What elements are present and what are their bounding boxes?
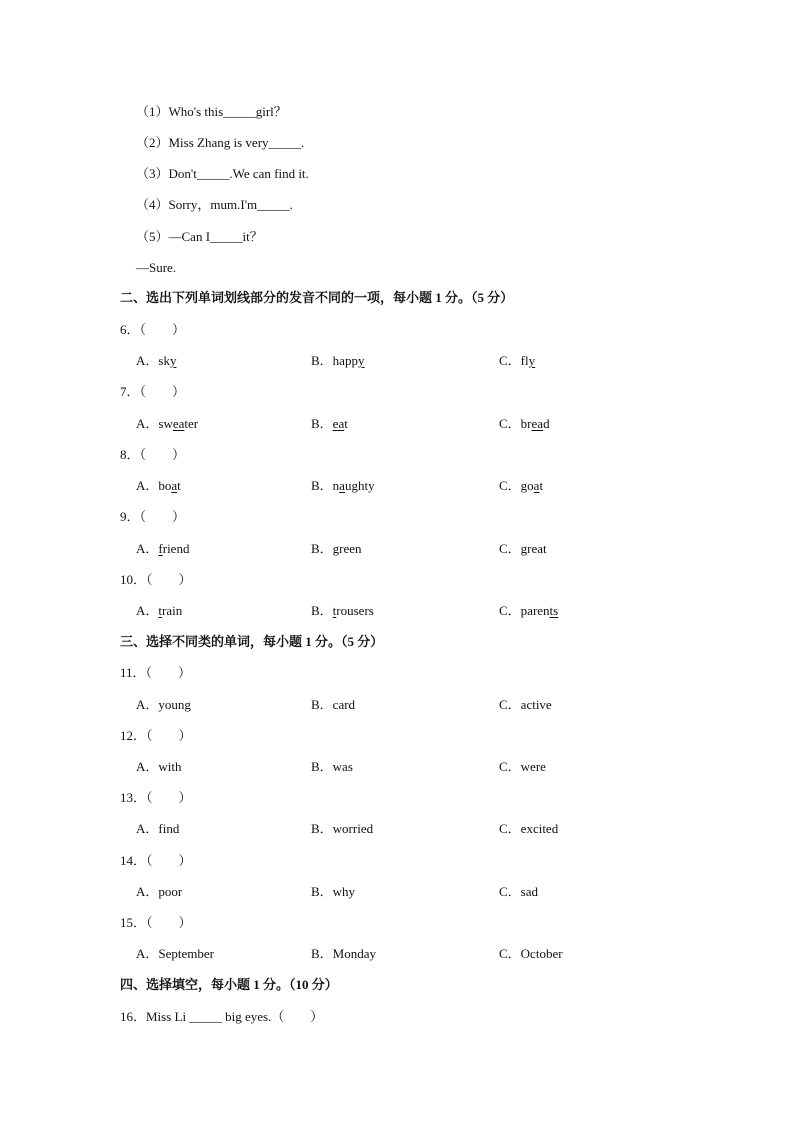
question-14-number: 14．（ ）	[120, 853, 192, 868]
question-12-option-a: A．with	[136, 759, 182, 774]
question-9-option-c: C．great	[499, 541, 547, 556]
question-9-option-b: B．green	[311, 541, 362, 556]
intro-line-5: （5）—Can I_____it？	[136, 229, 263, 244]
question-13-option-b: B．worried	[311, 821, 374, 836]
question-7-number: 7．（ ）	[120, 384, 186, 399]
question-6-option-c: C．fly	[499, 353, 536, 368]
question-8-option-a: A．boat	[136, 478, 181, 493]
intro-line-3: （3）Don't_____.We can find it.	[136, 166, 309, 181]
question-14-option-b: B．why	[311, 884, 356, 899]
question-11-option-b: B．card	[311, 697, 356, 712]
intro-line-1: （1）Who's this_____girl？	[136, 104, 287, 119]
question-13-number: 13．（ ）	[120, 790, 192, 805]
question-8-option-c: C．goat	[499, 478, 544, 493]
question-16: 16．Miss Li _____ big eyes.（ ）	[120, 1009, 324, 1024]
question-11-number: 11．（ ）	[120, 665, 192, 680]
question-8-option-b: B．naughty	[311, 478, 375, 493]
question-7-option-c: C．bread	[499, 416, 550, 431]
question-15-number: 15．（ ）	[120, 915, 192, 930]
question-13-option-c: C．excited	[499, 821, 559, 836]
question-7-option-b: B．eat	[311, 416, 348, 431]
question-14-option-a: A．poor	[136, 884, 183, 899]
question-11-option-c: C．active	[499, 697, 552, 712]
section-2-heading: 二、选出下列单词划线部分的发音不同的一项，每小题 1 分。（5 分）	[120, 290, 514, 305]
question-15-option-c: C．October	[499, 946, 563, 961]
question-9-number: 9．（ ）	[120, 509, 186, 524]
intro-line-4: （4）Sorry，mum.I'm_____.	[136, 197, 293, 212]
question-6-number: 6．（ ）	[120, 322, 186, 337]
section-3-heading: 三、选择不同类的单词，每小题 1 分。（5 分）	[120, 634, 384, 649]
question-7-option-a: A．sweater	[136, 416, 199, 431]
question-8-number: 8．（ ）	[120, 447, 186, 462]
question-6-option-b: B．happy	[311, 353, 365, 368]
question-12-option-c: C．were	[499, 759, 546, 774]
question-12-number: 12．（ ）	[120, 728, 192, 743]
question-9-option-a: A．friend	[136, 541, 190, 556]
question-15-option-b: B．Monday	[311, 946, 377, 961]
question-11-option-a: A．young	[136, 697, 191, 712]
question-10-option-a: A．train	[136, 603, 183, 618]
section-4-heading: 四、选择填空，每小题 1 分。（10 分）	[120, 977, 338, 992]
question-6-option-a: A．sky	[136, 353, 177, 368]
question-15-option-a: A．September	[136, 946, 214, 961]
question-10-number: 10．（ ）	[120, 572, 192, 587]
question-10-option-b: B．trousers	[311, 603, 374, 618]
intro-line-2: （2）Miss Zhang is very_____.	[136, 135, 305, 150]
question-14-option-c: C．sad	[499, 884, 539, 899]
question-12-option-b: B．was	[311, 759, 353, 774]
question-13-option-a: A．find	[136, 821, 180, 836]
intro-line-6: —Sure.	[136, 260, 177, 275]
question-10-option-c: C．parents	[499, 603, 559, 618]
